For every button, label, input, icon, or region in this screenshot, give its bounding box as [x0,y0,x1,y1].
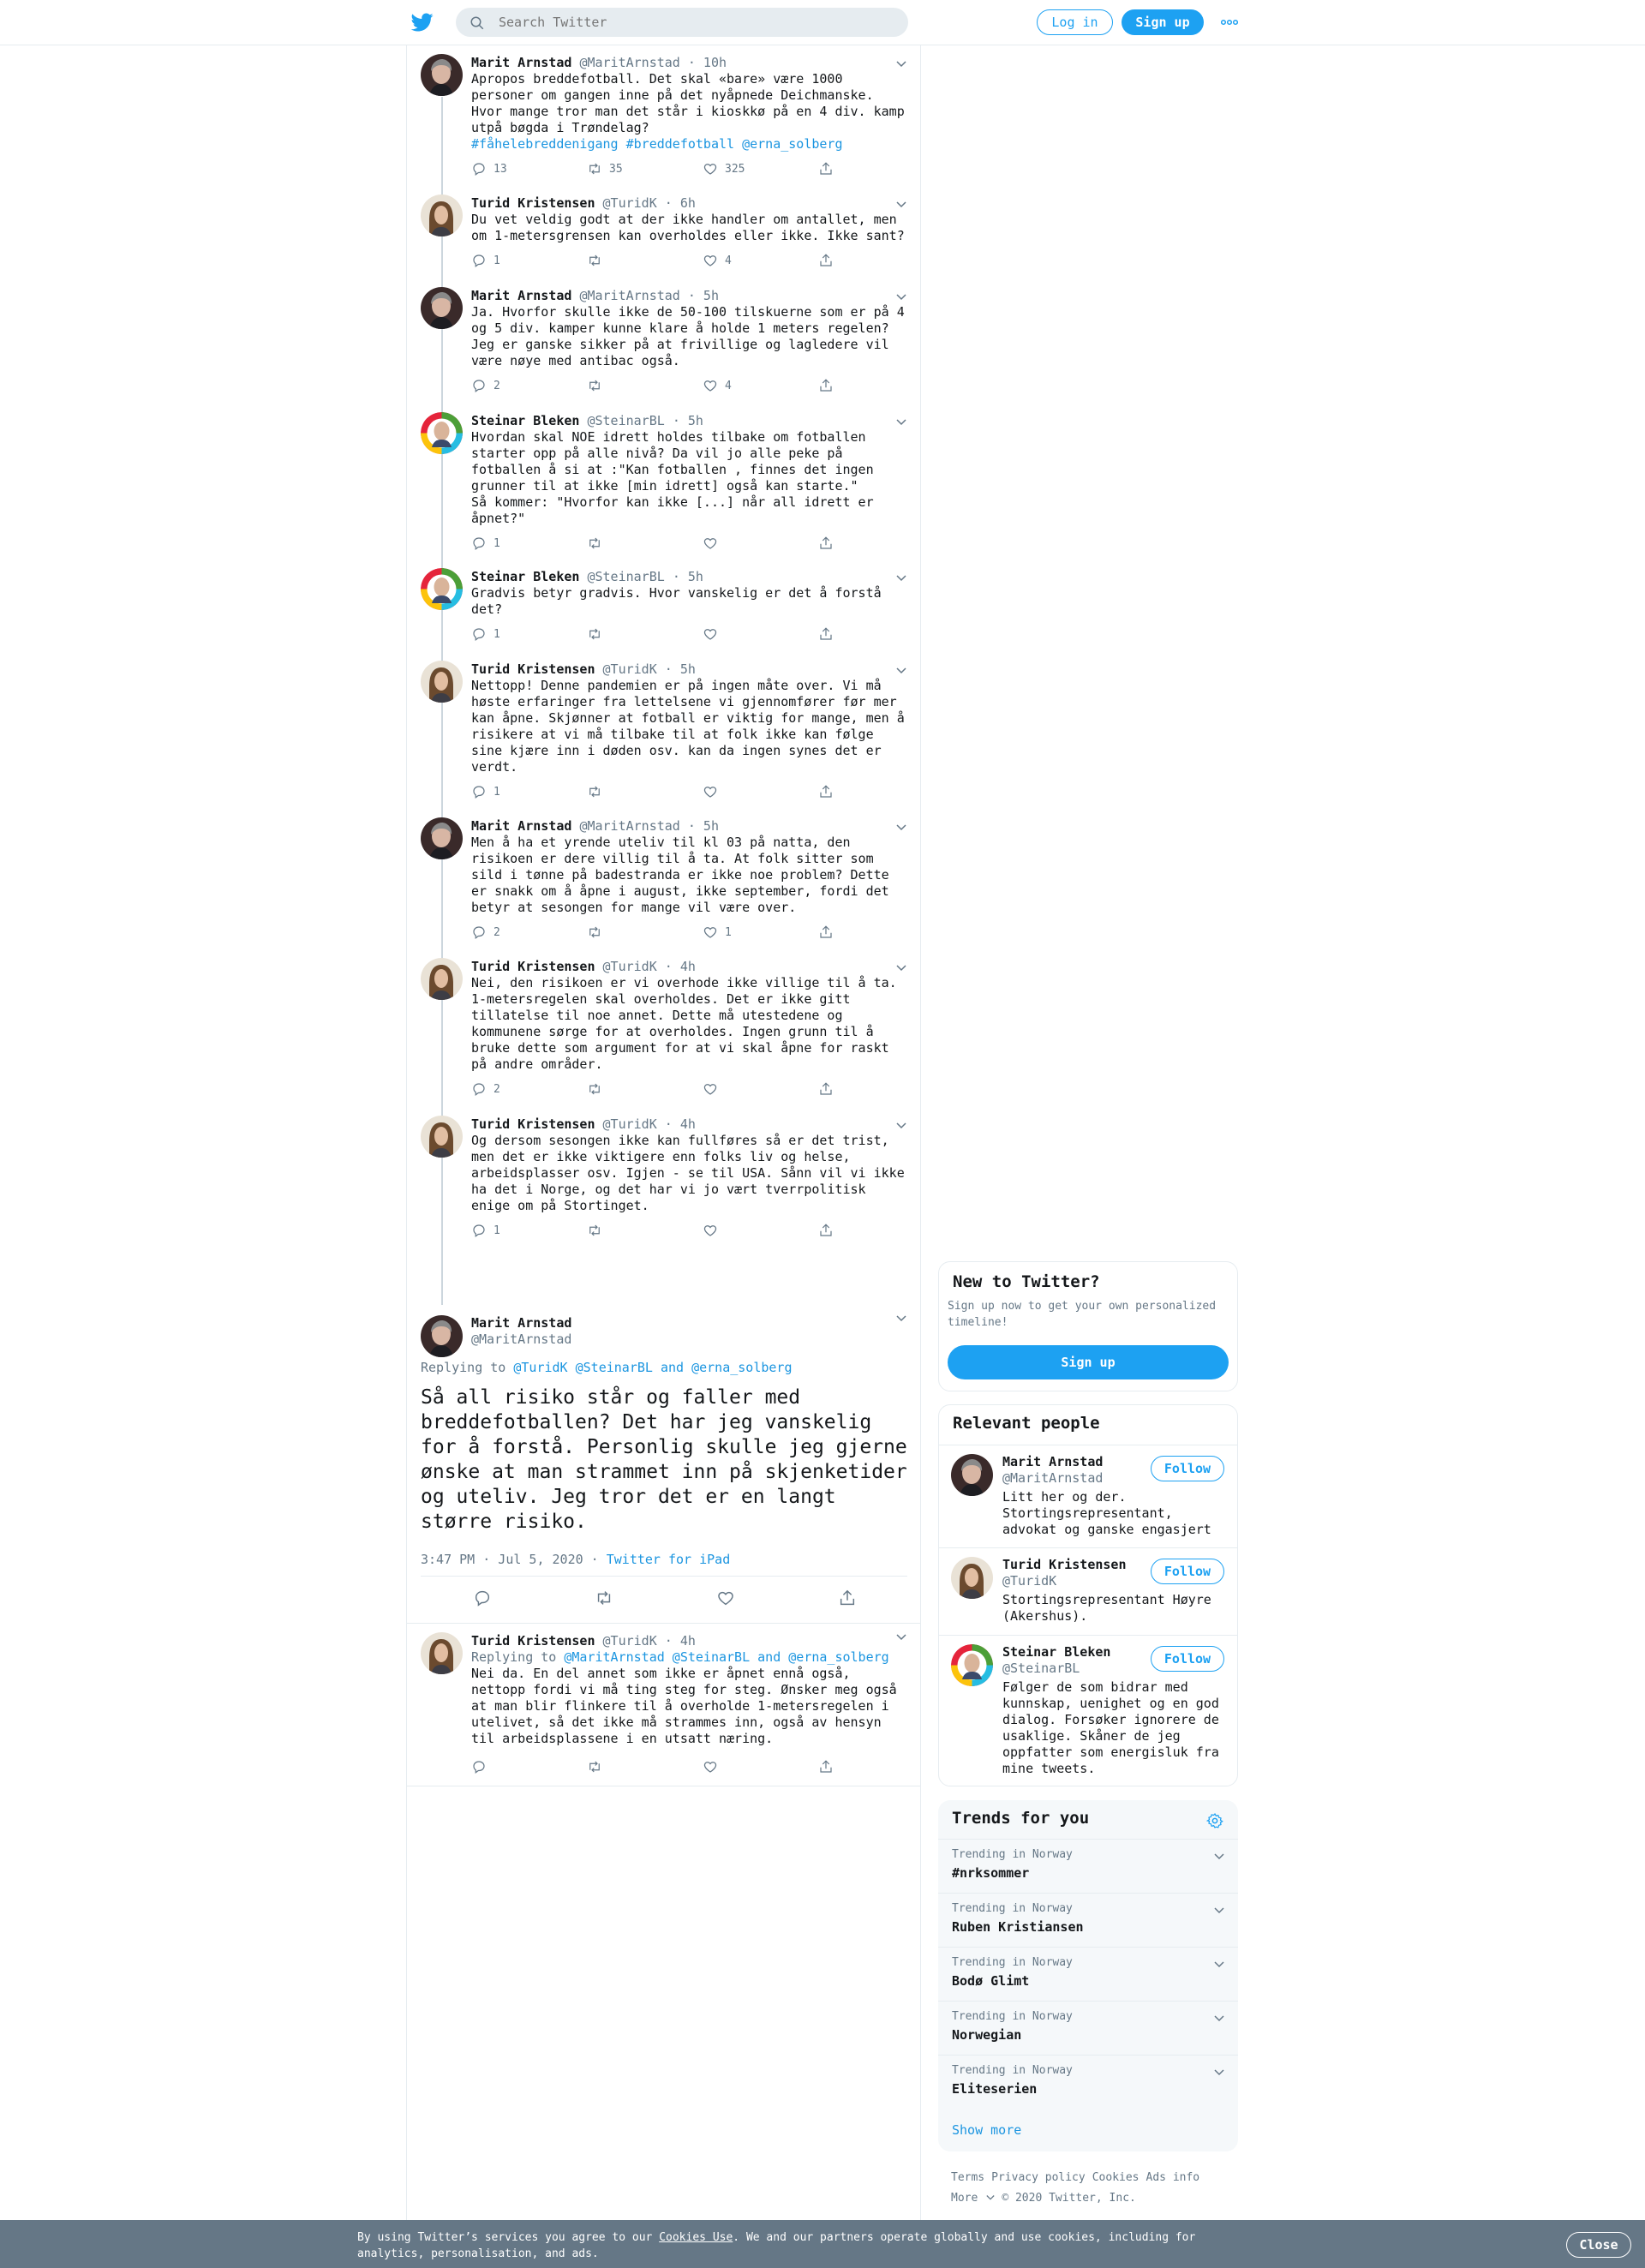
chevron-down-icon [986,2194,995,2201]
retweet-button[interactable] [587,1081,609,1097]
tweet-time[interactable]: · 4h [664,1116,696,1132]
like-icon [703,161,718,177]
show-more-link[interactable]: Show more [952,2122,1022,2138]
chevron-down-icon[interactable] [896,965,906,972]
footer [951,2168,1234,2209]
tweet-text: Gradvis betyr gradvis. Hvor vanskelig er det å forstå det? [471,585,882,617]
search-input[interactable] [499,8,893,37]
like-button[interactable] [703,925,732,940]
share-icon [818,1759,834,1774]
focal-actions [473,1589,850,1609]
tweet-body [471,412,908,527]
trend-context: Trending in Norway [952,2010,1073,2023]
like-button[interactable] [703,1759,718,1774]
reply-button[interactable] [471,161,507,177]
retweet-icon [587,161,602,177]
author-name[interactable]: Marit Arnstad [471,55,572,70]
tweet-body [471,958,908,1073]
tweet-actions [471,1759,840,1776]
like-button[interactable] [703,161,745,177]
footer-more-button[interactable]: More [951,2192,995,2205]
tweet-body [471,1116,908,1214]
cookie-banner [0,2220,1645,2268]
tweet-time[interactable]: · 5h [672,569,703,584]
retweet-icon [587,1223,602,1238]
author-handle[interactable]: @TuridK [602,195,657,211]
tweet-text: Og dersom sesongen ikke kan fullføres så er det trist, men det er ikke viktigere enn folks liv og helse, arbeidsplasser osv. Igjen - se til USA. Sånn vil vi ikke ha det i Norge, og det har vi jo vært tverrpolitisk enige om på Stortinget. [471,1133,905,1213]
focal-tweet-text: Så all risiko står og faller med breddefotballen? Det har jeg vanskelig for å forstå. Personlig skulle jeg gjerne ønske at man strammet inn på skjenketider og uteliv. Jeg tror det er en langt større risiko. [421,1386,907,1533]
chevron-down-icon[interactable] [896,1634,906,1641]
avatar[interactable] [421,1116,463,1158]
search-bar[interactable] [456,8,908,37]
author-name[interactable]: Steinar Bleken [471,569,580,584]
reply-count: 2 [494,1082,500,1096]
tweet-text: Hvordan skal NOE idrett holdes tilbake om fotballen starter opp på alle nivå? Da vil jo alle peke på fotballen å si at :"Kan fotballen , finnes det ingen grunner til at ikke [min idrett] også kan starte." Så kommer: "Hvorfor kan ikke [...] når all idrett er åpnet?" [471,429,874,526]
focal-author-handle[interactable]: @MaritArnstad [471,1331,572,1347]
like-icon [703,784,718,799]
hashtag-links[interactable]: #fåhelebreddenigang #breddefotball @erna_solberg [471,136,843,152]
tweet-actions [471,378,840,395]
reply-icon [471,253,487,268]
tweet-text: Men å ha et yrende uteliv til kl 03 på natta, den risikoen er dere villig til å ta. At folk sitter som sild i tønne på badestranda er ikke noe problem? Dette er snakk om å åpne i august, ikke september, fordi det betyr at sesongen for mange vil være over. [471,835,889,915]
reply-count: 2 [494,379,500,392]
retweet-icon [587,1081,602,1097]
tweet-header [471,412,908,429]
chevron-down-icon[interactable] [896,1315,906,1322]
reply-icon [471,1759,487,1774]
like-button[interactable] [703,1223,725,1238]
reply-icon[interactable] [473,1589,492,1607]
share-button[interactable] [818,626,834,642]
reply-count: 13 [494,162,507,176]
person-bio: Litt her og der. Stortingsrepresentant, advokat og ganske engasjert [1002,1489,1211,1537]
retweet-icon [587,626,602,642]
trend-context: Trending in Norway [952,1902,1073,1915]
tweet-text: Ja. Hvorfor skulle ikke de 50-100 tilskuerne som er på 4 og 5 div. kamper kunne klare å holde 1 meters regelen? Jeg er ganske sikker på at frivillige og lagledere vil være nøye med antibac også. [471,304,905,368]
reply-button[interactable] [471,253,500,268]
replying-to: Replying to @TuridK @SteinarBL and @erna_solberg [421,1360,793,1375]
chevron-down-icon[interactable] [896,294,906,301]
trend-context: Trending in Norway [952,2064,1073,2077]
retweet-icon [587,378,602,393]
tweet-header [471,1116,908,1133]
retweet-icon [587,1759,602,1774]
avatar[interactable] [421,661,463,703]
tweet-header [471,661,908,678]
chevron-down-icon[interactable] [896,201,906,208]
reply-button[interactable] [471,1223,500,1238]
share-icon [818,784,834,799]
trend-name: Eliteserien [952,2081,1038,2097]
tweet-actions [471,925,840,942]
tweet-body [471,54,908,153]
reply-count: 2 [494,925,500,939]
reply-icon [471,1223,487,1238]
reply-tweet[interactable] [407,1624,920,1786]
tweet-time[interactable]: · 5h [687,818,719,834]
reply-button[interactable] [471,536,500,551]
avatar[interactable] [421,568,463,610]
more-options-icon[interactable] [1221,17,1238,27]
chevron-down-icon[interactable] [1214,2069,1224,2076]
tweet-time[interactable]: · 10h [687,55,727,70]
relevant-people-card [938,1404,1238,1786]
tweet-actions [471,1081,840,1098]
tweet-actions [471,536,840,553]
share-button[interactable] [818,536,834,551]
person-turid-kristensen[interactable] [939,1548,1238,1637]
trend-item[interactable] [938,2001,1238,2055]
author-name[interactable]: Turid Kristensen [471,1116,595,1132]
chevron-down-icon[interactable] [896,575,906,582]
reply-count: 1 [494,1224,500,1237]
thread-tweet[interactable] [407,191,920,284]
new-to-twitter-card [938,1261,1238,1391]
tweet-actions [471,626,840,643]
author-handle[interactable]: @TuridK [602,661,657,677]
cookie-text: By using Twitter’s services you agree to our Cookies Use. We and our partners operate globally and use cookies, including for analytics, personalisation, and ads. [357,2231,1196,2260]
tweet-actions [471,1223,840,1240]
share-icon [818,1081,834,1097]
author-name[interactable]: Marit Arnstad [471,818,572,834]
retweet-button[interactable] [587,161,623,177]
like-icon [703,1759,718,1774]
share-icon[interactable] [838,1589,857,1607]
retweet-icon[interactable] [595,1589,613,1607]
avatar[interactable] [421,194,463,236]
like-button[interactable] [703,1081,725,1097]
follow-button[interactable]: Follow [1151,1456,1224,1481]
author-handle[interactable]: @MaritArnstad [579,288,680,303]
trend-name: Norwegian [952,2027,1022,2043]
retweet-button[interactable] [587,1223,609,1238]
person-handle[interactable]: @TuridK [1002,1573,1057,1589]
reply-button[interactable] [471,784,500,799]
reply-count: 1 [494,254,500,267]
retweet-icon [587,536,602,551]
trend-context: Trending in Norway [952,1848,1073,1861]
author-handle[interactable]: @MaritArnstad [579,818,680,834]
footer-link-terms[interactable]: Terms [951,2171,985,2184]
person-name[interactable]: Turid Kristensen [1002,1557,1127,1572]
tweet-header [471,817,908,835]
like-icon [703,1223,718,1238]
tweet-header [471,194,908,212]
chevron-down-icon[interactable] [896,419,906,426]
tweet-text: Apropos breddefotball. Det skal «bare» være 1000 personer om gangen inne på det nyåpnede Deichmanske. Hvor mange tror man det står i kioskkø på en 4 div. kamp utpå bøgda i Trøndelag? [471,71,905,135]
thread-tweet[interactable] [407,565,920,657]
share-icon [818,626,834,642]
twitter-bird-icon[interactable] [410,11,434,33]
author-name[interactable]: Turid Kristensen [471,1633,595,1649]
tweet-header [471,1632,908,1649]
source-link[interactable]: Twitter for iPad [606,1552,731,1567]
thread-tweet[interactable] [407,1112,920,1254]
reply-icon [471,784,487,799]
retweet-button[interactable] [587,784,609,799]
tweet-body [471,568,908,618]
like-icon [703,1081,718,1097]
tweet-time[interactable]: · 5h [664,661,696,677]
reply-icon [471,925,487,940]
retweet-button[interactable] [587,378,609,393]
trend-name: Bodø Glimt [952,1973,1030,1989]
login-button[interactable]: Log in [1037,9,1113,35]
like-icon [703,925,718,940]
card-title: Relevant people [953,1414,1100,1433]
author-name[interactable]: Turid Kristensen [471,959,595,974]
share-button[interactable] [818,1223,834,1238]
thread-tweet[interactable] [407,284,920,409]
tweet-time[interactable]: · 5h [672,413,703,428]
search-icon [470,15,485,31]
like-count: 325 [725,162,745,176]
focal-author-name[interactable]: Marit Arnstad [471,1315,572,1331]
timestamp[interactable]: 3:47 PM · Jul 5, 2020 · [421,1552,599,1567]
thread-tweet[interactable] [407,657,920,815]
thread-tweet[interactable] [407,51,920,192]
card-text: Sign up now to get your own personalized timeline! [948,1300,1217,1329]
conversation-column [406,45,921,2222]
chevron-down-icon[interactable] [1214,2015,1224,2022]
share-button[interactable] [818,1081,834,1097]
tweet-actions [471,161,840,178]
author-handle[interactable]: @TuridK [602,1633,657,1649]
person-bio: Følger de som bidrar med kunnskap, uenighet og en god dialog. Forsøker ignorere de usaklige. Skåner de jeg oppfatter som energisluk fra mine tweets. [1002,1679,1219,1776]
person-bio: Stortingsrepresentant Høyre (Akershus). [1002,1592,1211,1624]
thread-tweet[interactable] [407,954,920,1112]
reply-icon [471,378,487,393]
follow-button[interactable]: Follow [1151,1559,1224,1584]
chevron-down-icon[interactable] [896,824,906,831]
share-icon [818,1223,834,1238]
author-handle[interactable]: @SteinarBL [587,413,665,428]
tweet-body [471,1632,908,1747]
tweet-text: Nei, den risikoen er vi overhode ikke villige til å ta. 1-metersregelen skal overholdes. Det er ikke gitt tillatelse til noe annet. Dette må utestedene og kommunene sørge for at overholdes. Ingen grunn til å bruke dette som argument for at vi skal åpne for raskt på andre områder. [471,975,897,1072]
tweet-body [471,817,908,916]
thread-tweet[interactable] [407,409,920,566]
follow-button[interactable]: Follow [1151,1646,1224,1672]
trend-item[interactable] [938,2055,1238,2109]
trend-name: Ruben Kristiansen [952,1919,1084,1935]
reply-icon [471,1081,487,1097]
person-name[interactable]: Marit Arnstad [1002,1454,1104,1469]
trend-item[interactable] [938,1893,1238,1947]
share-icon [818,925,834,940]
replying-users-link[interactable]: @TuridK @SteinarBL and @erna_solberg [513,1360,793,1375]
tweet-header [471,958,908,975]
retweet-button[interactable] [587,626,609,642]
top-bar [0,0,1645,45]
footer-link-privacy[interactable]: Privacy policy [991,2171,1086,2184]
like-button[interactable] [703,784,725,799]
tweet-text: Nettopp! Denne pandemien er på ingen måte over. Vi må høste erfaringer fra lettelsene vi gjennomfører før mer kan åpne. Skjønner at fotball er viktig for mange, men å risikere at vi må tilbake til at folk ikke kan følge sine kjære inn i døden osv. kan da ingen synes det er verdt. [471,678,905,775]
avatar[interactable] [421,1315,463,1357]
footer-link-cookies[interactable]: Cookies [1092,2171,1140,2184]
like-button[interactable] [703,536,725,551]
avatar[interactable] [421,1632,463,1674]
tweet-time[interactable]: · 4h [664,1633,696,1649]
close-cookie-button[interactable]: Close [1566,2232,1631,2258]
reply-button[interactable] [471,1081,500,1097]
tweet-time[interactable]: · 6h [664,195,696,211]
reply-button[interactable] [471,626,500,642]
like-button[interactable] [703,626,725,642]
tweet-body [471,194,908,244]
tweet-header [471,568,908,585]
tweet-actions [471,784,840,801]
chevron-down-icon[interactable] [1214,1961,1224,1968]
share-button[interactable] [818,925,834,940]
retweet-button[interactable] [587,536,609,551]
share-button[interactable] [818,253,834,268]
tweet-header [471,54,908,71]
footer-link-ads[interactable]: Ads info [1146,2171,1200,2184]
retweet-button[interactable] [587,925,609,940]
retweet-button[interactable] [587,1759,602,1774]
tweet-time[interactable]: · 5h [687,288,719,303]
author-name[interactable]: Turid Kristensen [471,195,595,211]
avatar[interactable] [951,1454,993,1496]
retweet-count: 35 [609,162,623,176]
replying-to: Replying to @MaritArnstad @SteinarBL and @erna_solberg [471,1649,889,1665]
reply-count: 1 [494,627,500,641]
tweet-body [471,287,908,369]
tweet-text: Du vet veldig godt at der ikke handler om antallet, men om 1-metersgrensen kan overholdes eller ikke. Ikke sant? [471,212,905,243]
avatar[interactable] [421,412,463,454]
sidebar-signup-button[interactable]: Sign up [948,1345,1229,1379]
signup-button[interactable]: Sign up [1122,9,1204,35]
share-button[interactable] [818,1759,834,1774]
share-icon [818,378,834,393]
like-icon [703,253,718,268]
copyright: © 2020 Twitter, Inc. [1002,2192,1136,2205]
author-name[interactable]: Steinar Bleken [471,413,580,428]
chevron-down-icon[interactable] [1214,1853,1224,1860]
trend-context: Trending in Norway [952,1956,1073,1969]
tweet-meta [421,1552,730,1567]
reply-icon [471,161,487,177]
share-icon [818,536,834,551]
chevron-down-icon[interactable] [1214,1907,1224,1914]
author-handle[interactable]: @TuridK [602,1116,657,1132]
card-title: New to Twitter? [953,1272,1100,1291]
person-handle[interactable]: @MaritArnstad [1002,1470,1104,1486]
like-count: 4 [725,379,732,392]
share-button[interactable] [818,161,834,177]
author-handle[interactable]: @TuridK [602,959,657,974]
share-button[interactable] [818,784,834,799]
trend-name: #nrksommer [952,1865,1030,1881]
trend-item[interactable] [938,1839,1238,1893]
card-title: Trends for you [952,1809,1090,1828]
like-button[interactable] [703,378,732,393]
person-name[interactable]: Steinar Bleken [1002,1644,1111,1660]
chevron-down-icon[interactable] [896,1122,906,1129]
avatar[interactable] [421,817,463,859]
person-marit-arnstad[interactable] [939,1445,1238,1548]
replying-users-link[interactable]: @MaritArnstad @SteinarBL and @erna_solberg [564,1649,889,1665]
thread-tweet[interactable] [407,814,920,955]
retweet-button[interactable] [587,253,609,268]
focal-tweet [407,1307,920,1624]
author-name[interactable]: Turid Kristensen [471,661,595,677]
cookies-use-link[interactable]: Cookies Use [659,2231,733,2244]
chevron-down-icon[interactable] [896,667,906,674]
reply-button[interactable] [471,1759,487,1774]
gear-icon[interactable] [1206,1812,1223,1829]
avatar[interactable] [951,1557,993,1599]
tweet-time[interactable]: · 4h [664,959,696,974]
reply-button[interactable] [471,378,500,393]
tweet-body [471,661,908,775]
chevron-down-icon[interactable] [896,61,906,68]
avatar[interactable] [421,958,463,1000]
author-handle[interactable]: @MaritArnstad [579,55,680,70]
divider [421,1576,907,1577]
share-icon [818,253,834,268]
like-icon [703,378,718,393]
tweet-actions [471,253,840,270]
like-button[interactable] [703,253,732,268]
like-icon [703,626,718,642]
reply-count: 1 [494,536,500,550]
author-handle[interactable]: @SteinarBL [587,569,665,584]
like-count: 4 [725,254,732,267]
author-name[interactable]: Marit Arnstad [471,288,572,303]
avatar[interactable] [421,54,463,96]
retweet-icon [587,925,602,940]
avatar[interactable] [421,287,463,329]
reply-icon [471,626,487,642]
share-button[interactable] [818,378,834,393]
trend-item[interactable] [938,1947,1238,2001]
like-icon [703,536,718,551]
like-count: 1 [725,925,732,939]
avatar[interactable] [951,1644,993,1686]
reply-count: 1 [494,785,500,799]
tweet-text: Nei da. En del annet som ikke er åpnet ennå også, nettopp fordi vi må ting steg for steg. Ønsker meg også at man blir flinkere til å overholde 1-metersregelen i utelivet, så det ikke må strammes inn, også av hensyn til arbeidsplassene i en utsatt næring. [471,1666,897,1746]
person-steinar-bleken[interactable] [939,1636,1238,1786]
reply-button[interactable] [471,925,500,940]
retweet-icon [587,253,602,268]
person-handle[interactable]: @SteinarBL [1002,1661,1080,1676]
reply-icon [471,536,487,551]
like-icon[interactable] [716,1589,735,1607]
tweet-header [471,287,908,304]
trends-card [938,1800,1238,2151]
retweet-icon [587,784,602,799]
share-icon [818,161,834,177]
